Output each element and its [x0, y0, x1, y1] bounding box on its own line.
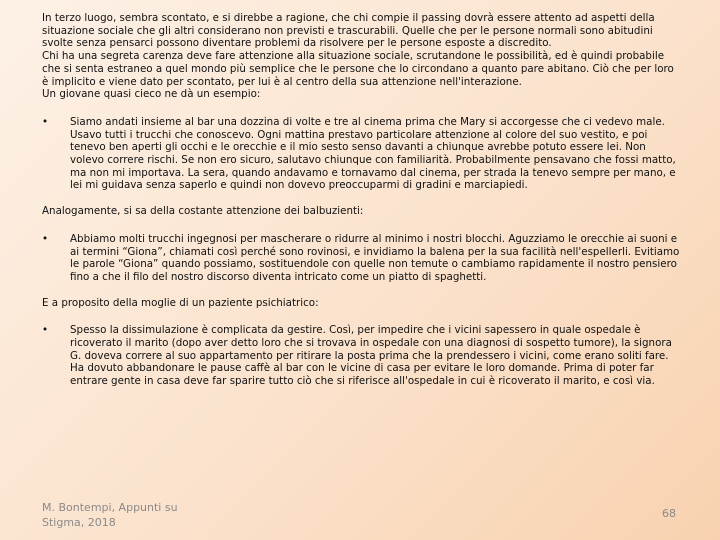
quote-text-2: Abbiamo molti trucchi ingegnosi per mascherare o ridurre al minimo i nostri blocchi. Aguzziamo le orecchie ai suoni e ai termini “Giona”, chiamati così perché sono rovinosi, e invidiamo la balena per la sua facilità nell'espellerli. Evitiamo le parole “Giona” quando possiamo, sostituendole con quelle non temute o cambiamo rapidamente il nostro pensiero fino a che il filo del nostro discorso diventa intricato come un piatto di spaghetti.: [70, 232, 680, 283]
slide-body: [42, 12, 680, 401]
intro-paragraph-2: Chi ha una segreta carenza deve fare attenzione alla situazione sociale, scrutandone le possibilità, ed è quindi probabile che si senta estraneo a quel mondo più semplice che le persone che lo circondano a quanto pare abitano. Ciò che per loro è implicito e viene dato per scontato, per lui è al centro della sua attenzione nell'interazione.: [42, 50, 674, 88]
quote-bullet-1: [42, 116, 680, 192]
intro-paragraph-3: Un giovane quasi cieco ne dà un esempio:: [42, 88, 261, 101]
footer-author: [42, 500, 212, 530]
quote-bullet-2: [42, 233, 680, 284]
psychiatric-heading: E a proposito della moglie di un paziente psichiatrico:: [42, 296, 319, 309]
page-number: 68: [662, 507, 676, 520]
quote-text-3: Spesso la dissimulazione è complicata da gestire. Così, per impedire che i vicini sapessero in quale ospedale è ricoverato il marito (dopo aver detto loro che si trovava in ospedale con una diagnosi di sospetto tumore), la signora G. doveva correre al suo appartamento per ritirare la posta prima che la prendessero i vicini, come erano soliti fare. Ha dovuto abbandonare le pause caffè al bar con le vicine di casa per evitare le loro domande. Prima di poter far entrare gente in casa deve far sparire tutto ciò che si riferisce all'ospedale in cui è ricoverato il marito, e così via.: [70, 324, 672, 388]
quote-bullet-3: [42, 324, 680, 388]
bullet-icon: •: [42, 324, 49, 337]
intro-paragraph-1: In terzo luogo, sembra scontato, e si direbbe a ragione, che chi compie il passing dovrà essere attento ad aspetti della situazione sociale che gli altri considerano non previsti e trascurabili. Quelle che per le persone normali sono abitudini svolte senza pensarci possono diventare problemi da risolvere per le persone esposte a discredito.: [42, 12, 655, 50]
footer-author-line-1: M. Bontempi, Appunti su: [42, 501, 178, 514]
quote-text-1: Siamo andati insieme al bar una dozzina di volte e tre al cinema prima che Mary si accorgesse che ci vedevo male. Usavo tutti i trucchi che conoscevo. Ogni mattina prestavo particolare attenzione al colore del suo vestito, e poi tenevo ben aperti gli occhi e le orecchie e il mio sesto senso davanti a chiunque avrebbe potuto essere lei. Non volevo correre rischi. Se non ero sicuro, salutavo chiunque con familiarità. Probabilmente pensavano che fossi matto, ma non mi importava. La sera, quando andavamo e tornavamo dal cinema, per strada la tenevo sempre per mano, e lei mi guidava senza saperlo e quindi non dovevo preoccuparmi di gradini e marciapiedi.: [70, 115, 676, 192]
stutterers-heading: Analogamente, si sa della costante attenzione dei balbuzienti:: [42, 205, 364, 218]
footer-author-line-2: Stigma, 2018: [42, 516, 116, 529]
bullet-icon: •: [42, 232, 49, 245]
bullet-icon: •: [42, 115, 49, 128]
